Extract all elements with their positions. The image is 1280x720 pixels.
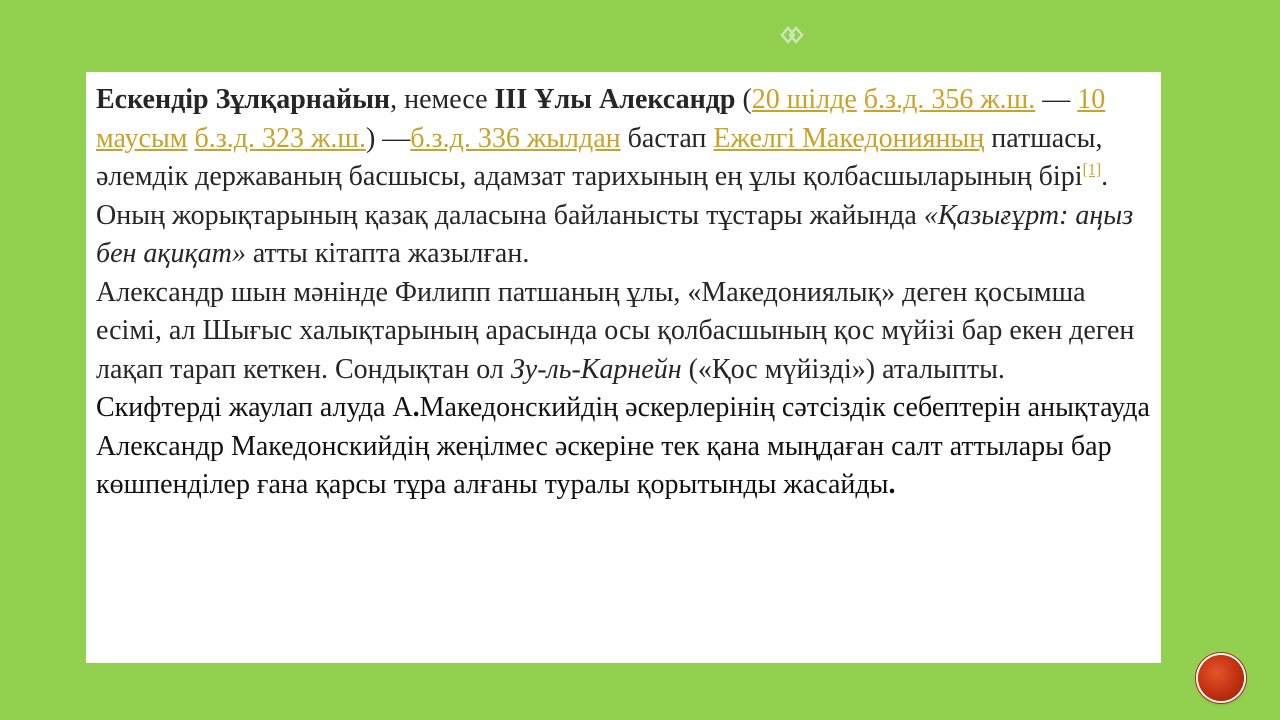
text [857,84,864,115]
text: Скифтерді жаулап алуда А [96,392,413,423]
text: Македонскийдің әскерлерінің сәтсіздік себептерін анықтауда Александр Македонскийдің жеңілмес әскеріне тек қана мыңдаған салт аттылары бар көшпенділер ғана қарсы тұра алғаны туралы қорытынды жасайды [96,392,1150,500]
link-birth-year[interactable]: б.з.д. 356 ж.ш. [863,84,1036,115]
text: . [1101,161,1109,192]
link-death-day[interactable]: 10 маусым [96,84,1106,154]
text [188,123,195,154]
slide-text [96,81,1154,505]
link-birth-day[interactable]: 20 шілде [751,84,857,115]
text: Александр шын мәнінде Филипп патшаның ұлы, «Македониялық» деген қосымша есімі, ал Шығыс халықтарының арасында осы қолбасшының қос мүйізі бар екен деген лақап тарап кеткен. Сондықтан ол [96,276,1135,385]
paragraph-dhul-qarnayn [96,274,1154,390]
name2-bold: III Ұлы Александр [494,84,736,115]
name-bold: Ескендір Зұлқарнайын [96,84,391,115]
text: Оның жорықтарының қазақ даласына байланысты тұстары жайында [96,199,924,231]
link-ancient-macedonia[interactable]: Ежелгі Македонияның [713,122,985,154]
link-death-year[interactable]: б.з.д. 323 ж.ш. [194,122,366,154]
next-slide-button[interactable] [1198,655,1244,701]
name-italic: Зу-ль-Карнейн [510,353,682,385]
paragraph-scythians [96,389,1154,505]
footnote-ref-link[interactable]: [1] [1082,161,1102,179]
double-diamond-ornament-icon [778,24,806,46]
text: патшасы, әлемдік державаның басшысы, адамзат тарихының ең ұлы қолбасшыларының бірі [96,122,1103,192]
paragraph-kazygurt [96,197,1154,274]
link-reign-start[interactable]: б.з.д. 336 жылдан [410,122,621,154]
text: ) — [365,122,411,154]
text: бастап [620,122,714,154]
text: — [1035,84,1078,115]
text: ( [735,84,752,115]
content-panel [86,72,1161,663]
paragraph-intro [96,81,1154,197]
text: , немесе [390,84,495,115]
bold-dot: . [412,392,420,423]
text: атты кітапта жазылған. [245,238,530,269]
bold-dot: . [888,469,896,500]
text: («Қос мүйізді») аталыпты. [681,353,1005,385]
book-title-italic: «Қазығұрт: аңыз бен ақиқат» [96,199,1134,269]
